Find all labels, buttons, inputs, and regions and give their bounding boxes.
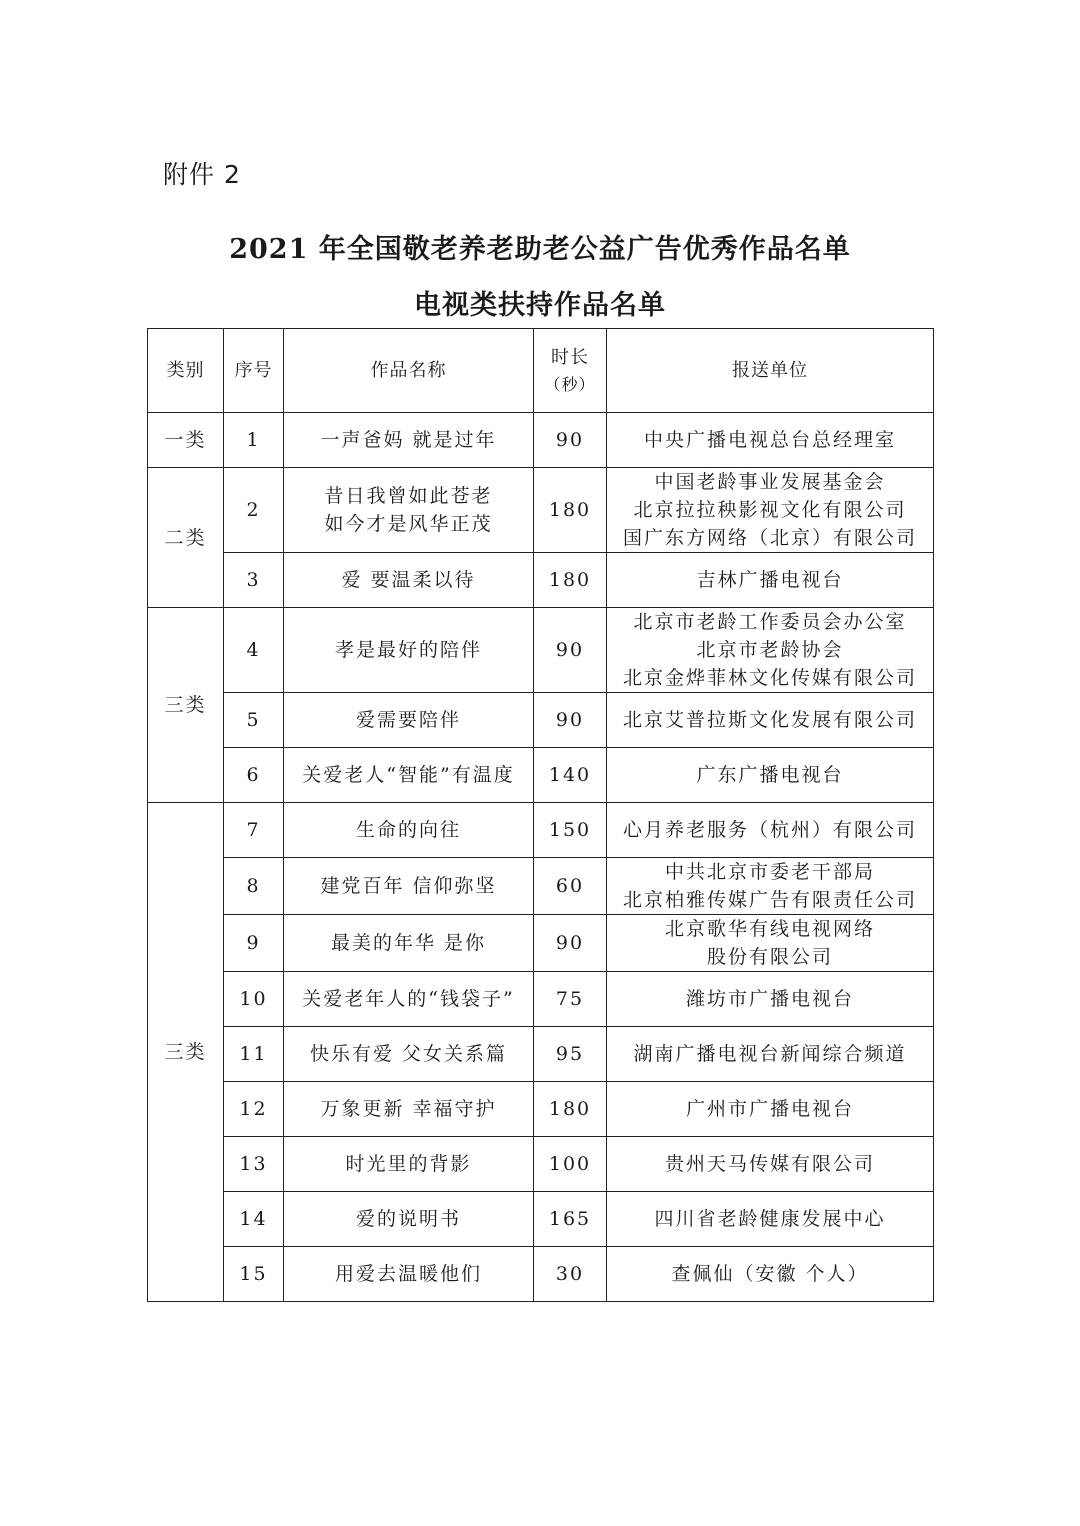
unit-cell bbox=[607, 915, 934, 972]
category-cell: 一类 bbox=[148, 413, 224, 468]
unit-cell bbox=[607, 748, 934, 803]
duration-cell: 75 bbox=[534, 972, 607, 1027]
work-name-cell bbox=[284, 693, 534, 748]
table-row bbox=[148, 1192, 934, 1247]
work-name-cell bbox=[284, 553, 534, 608]
table-row bbox=[148, 693, 934, 748]
index-cell: 6 bbox=[224, 748, 284, 803]
work-name-line: 生命的向往 bbox=[355, 819, 461, 841]
unit-cell bbox=[607, 693, 934, 748]
table-row bbox=[148, 1137, 934, 1192]
unit-line: 中央广播电视总台总经理室 bbox=[643, 429, 896, 451]
work-name-line: 关爱老年人的“钱袋子” bbox=[302, 988, 515, 1010]
unit-line: 股份有限公司 bbox=[706, 946, 833, 968]
duration-cell: 60 bbox=[534, 858, 607, 915]
work-name-cell bbox=[284, 748, 534, 803]
unit-cell bbox=[607, 413, 934, 468]
duration-cell: 150 bbox=[534, 803, 607, 858]
unit-line: 北京拉拉秧影视文化有限公司 bbox=[633, 499, 907, 521]
table-row bbox=[148, 1247, 934, 1302]
work-name-line: 爱需要陪伴 bbox=[355, 709, 461, 731]
index-cell: 11 bbox=[224, 1027, 284, 1082]
work-name-line: 万象更新 幸福守护 bbox=[320, 1098, 497, 1120]
table-row bbox=[148, 553, 934, 608]
unit-line: 北京柏雅传媒广告有限责任公司 bbox=[622, 889, 917, 911]
table-row bbox=[148, 803, 934, 858]
table-row bbox=[148, 972, 934, 1027]
work-name-line: 爱的说明书 bbox=[355, 1208, 461, 1230]
table-row bbox=[148, 748, 934, 803]
table-row bbox=[148, 1082, 934, 1137]
work-name-cell bbox=[284, 858, 534, 915]
unit-cell bbox=[607, 858, 934, 915]
header-index: 序号 bbox=[224, 329, 284, 413]
work-name-line: 时光里的背影 bbox=[345, 1153, 472, 1175]
work-name-cell bbox=[284, 1137, 534, 1192]
duration-cell: 180 bbox=[534, 1082, 607, 1137]
unit-line: 潍坊市广播电视台 bbox=[685, 988, 854, 1010]
duration-cell: 100 bbox=[534, 1137, 607, 1192]
unit-cell bbox=[607, 1082, 934, 1137]
index-cell: 10 bbox=[224, 972, 284, 1027]
unit-line: 北京市老龄协会 bbox=[696, 639, 844, 661]
unit-cell bbox=[607, 553, 934, 608]
unit-line: 查佩仙（安徽 个人） bbox=[671, 1263, 869, 1285]
header-unit: 报送单位 bbox=[607, 329, 934, 413]
attachment-label: 附件 2 bbox=[163, 160, 241, 189]
work-name-line: 孝是最好的陪伴 bbox=[334, 639, 482, 661]
index-cell: 8 bbox=[224, 858, 284, 915]
unit-line: 湖南广播电视台新闻综合频道 bbox=[633, 1043, 907, 1065]
table-header-row bbox=[148, 329, 934, 413]
unit-line: 吉林广播电视台 bbox=[696, 569, 844, 591]
duration-cell: 30 bbox=[534, 1247, 607, 1302]
unit-line: 中国老龄事业发展基金会 bbox=[654, 471, 886, 493]
duration-cell: 90 bbox=[534, 915, 607, 972]
work-name-line: 建党百年 信仰弥坚 bbox=[320, 875, 497, 897]
duration-cell: 140 bbox=[534, 748, 607, 803]
table-row bbox=[148, 915, 934, 972]
header-duration-label: 时长 bbox=[551, 346, 589, 368]
unit-cell bbox=[607, 1247, 934, 1302]
document-subtitle: 电视类扶持作品名单 bbox=[414, 290, 666, 321]
index-cell: 5 bbox=[224, 693, 284, 748]
index-cell: 4 bbox=[224, 608, 284, 693]
award-table bbox=[147, 328, 934, 1302]
index-cell: 15 bbox=[224, 1247, 284, 1302]
duration-cell: 90 bbox=[534, 693, 607, 748]
duration-cell: 165 bbox=[534, 1192, 607, 1247]
work-name-line: 爱 要温柔以待 bbox=[341, 569, 476, 591]
table-row bbox=[148, 1027, 934, 1082]
unit-line: 北京金烨菲林文化传媒有限公司 bbox=[622, 667, 917, 689]
table-row bbox=[148, 858, 934, 915]
header-category: 类别 bbox=[148, 329, 224, 413]
unit-cell bbox=[607, 1027, 934, 1082]
index-cell: 12 bbox=[224, 1082, 284, 1137]
index-cell: 2 bbox=[224, 468, 284, 553]
index-cell: 9 bbox=[224, 915, 284, 972]
unit-line: 贵州天马传媒有限公司 bbox=[664, 1153, 875, 1175]
header-duration bbox=[534, 329, 607, 413]
category-cell: 三类 bbox=[148, 803, 224, 1302]
work-name-line: 一声爸妈 就是过年 bbox=[320, 429, 497, 451]
unit-line: 四川省老龄健康发展中心 bbox=[654, 1208, 886, 1230]
work-name-cell bbox=[284, 468, 534, 553]
header-duration-unit: （秒） bbox=[544, 374, 596, 394]
duration-cell: 90 bbox=[534, 413, 607, 468]
table-row bbox=[148, 468, 934, 553]
work-name-cell bbox=[284, 608, 534, 693]
work-name-line: 如今才是风华正茂 bbox=[324, 513, 493, 535]
index-cell: 3 bbox=[224, 553, 284, 608]
duration-cell: 90 bbox=[534, 608, 607, 693]
work-name-line: 最美的年华 是你 bbox=[330, 932, 487, 954]
work-name-cell bbox=[284, 1082, 534, 1137]
document-title: 2021 年全国敬老养老助老公益广告优秀作品名单 bbox=[229, 234, 851, 265]
work-name-line: 昔日我曾如此苍老 bbox=[324, 485, 493, 507]
unit-cell bbox=[607, 1192, 934, 1247]
category-cell: 二类 bbox=[148, 468, 224, 608]
work-name-cell bbox=[284, 1247, 534, 1302]
unit-line: 广州市广播电视台 bbox=[685, 1098, 854, 1120]
table-row bbox=[148, 413, 934, 468]
table-row bbox=[148, 608, 934, 693]
work-name-cell bbox=[284, 915, 534, 972]
unit-line: 心月养老服务（杭州）有限公司 bbox=[622, 819, 917, 841]
unit-line: 国广东方网络（北京）有限公司 bbox=[622, 527, 917, 549]
unit-cell bbox=[607, 468, 934, 553]
index-cell: 13 bbox=[224, 1137, 284, 1192]
unit-line: 北京歌华有线电视网络 bbox=[664, 918, 875, 940]
unit-cell bbox=[607, 972, 934, 1027]
work-name-cell bbox=[284, 972, 534, 1027]
work-name-line: 关爱老人“智能”有温度 bbox=[302, 764, 515, 786]
index-cell: 7 bbox=[224, 803, 284, 858]
category-cell: 三类 bbox=[148, 608, 224, 803]
unit-line: 北京艾普拉斯文化发展有限公司 bbox=[622, 709, 917, 731]
index-cell: 14 bbox=[224, 1192, 284, 1247]
index-cell: 1 bbox=[224, 413, 284, 468]
header-name: 作品名称 bbox=[284, 329, 534, 413]
work-name-line: 快乐有爱 父女关系篇 bbox=[309, 1043, 508, 1065]
duration-cell: 95 bbox=[534, 1027, 607, 1082]
duration-cell: 180 bbox=[534, 468, 607, 553]
unit-cell bbox=[607, 803, 934, 858]
unit-cell bbox=[607, 1137, 934, 1192]
work-name-line: 用爱去温暖他们 bbox=[334, 1263, 482, 1285]
unit-line: 广东广播电视台 bbox=[696, 764, 844, 786]
work-name-cell bbox=[284, 803, 534, 858]
work-name-cell bbox=[284, 413, 534, 468]
unit-line: 中共北京市委老干部局 bbox=[664, 861, 875, 883]
unit-cell bbox=[607, 608, 934, 693]
work-name-cell bbox=[284, 1027, 534, 1082]
unit-line: 北京市老龄工作委员会办公室 bbox=[633, 611, 907, 633]
duration-cell: 180 bbox=[534, 553, 607, 608]
work-name-cell bbox=[284, 1192, 534, 1247]
